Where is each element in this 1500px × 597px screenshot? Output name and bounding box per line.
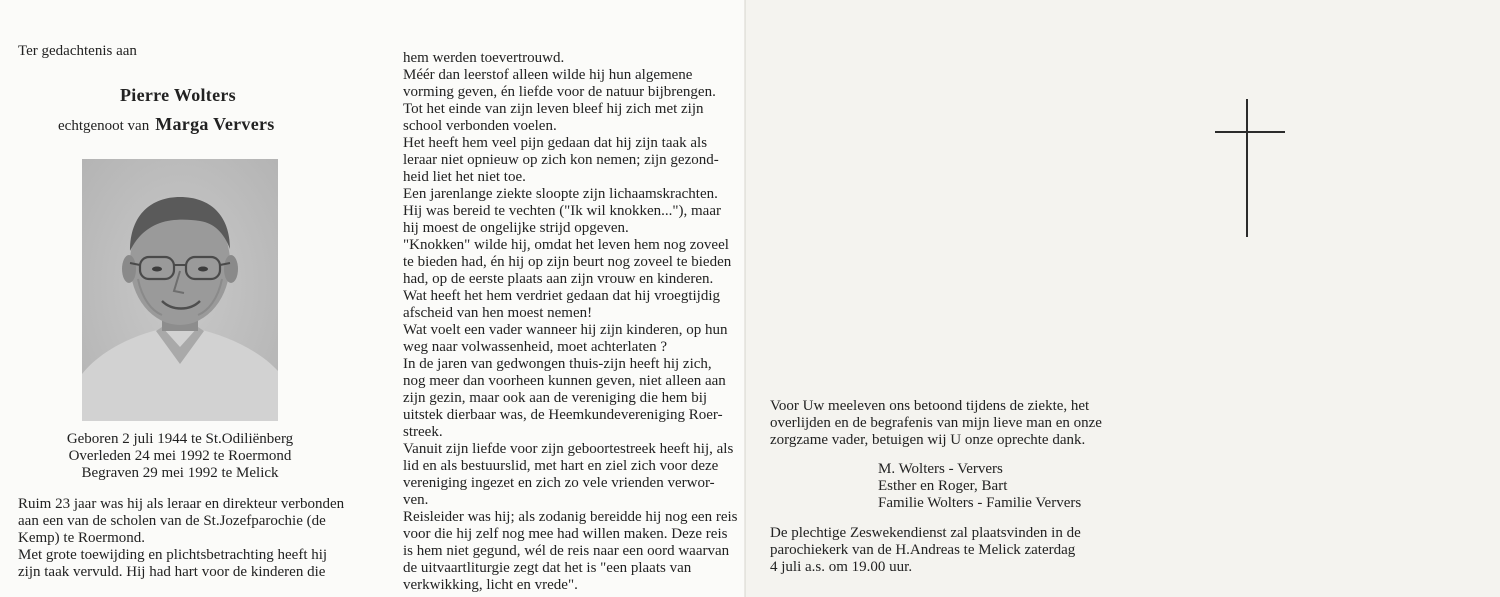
text-line: voor die hij zelf nog mee had willen maken. Deze reis <box>403 526 728 542</box>
burial-date: Begraven 29 mei 1992 te Melick <box>81 465 279 481</box>
text-line: zorgzame vader, betuigen wij U onze oprechte dank. <box>770 432 1086 448</box>
text-line: hem werden toevertrouwd. <box>403 50 565 66</box>
cross-horizontal-bar <box>1215 131 1285 133</box>
text-line: zijn taak vervuld. Hij had hart voor de kinderen die <box>18 564 326 580</box>
text-line: verkwikking, licht en vrede". <box>403 577 578 593</box>
deceased-name: Pierre Wolters <box>120 85 236 105</box>
text-line: leraar niet opnieuw op zich kon nemen; zijn gezond- <box>403 152 719 168</box>
thanks-paragraph <box>770 398 1102 449</box>
text-line: lid en als bestuurslid, met hart en ziel zich voor deze <box>403 458 719 474</box>
text-line: uitstek dierbaar was, de Heemkundevereniging Roer- <box>403 407 723 423</box>
text-line: aan een van de scholen van de St.Jozefparochie (de <box>18 513 326 529</box>
birth-date: Geboren 2 juli 1944 te St.Odiliënberg <box>66 431 294 447</box>
text-line: Reisleider was hij; als zodanig bereidde hij nog een reis <box>403 509 738 525</box>
death-date: Overleden 24 mei 1992 te Roermond <box>68 448 292 464</box>
text-line: hij moest de ongelijke strijd opgeven. <box>403 220 629 236</box>
text-line: Met grote toewijding en plichtsbetrachting heeft hij <box>18 547 328 563</box>
signer: M. Wolters - Ververs <box>878 461 1003 477</box>
text-line: In de jaren van gedwongen thuis-zijn heeft hij zich, <box>403 356 712 372</box>
text-line: nog meer dan voorheen kunnen geven, niet alleen aan <box>403 373 726 389</box>
text-line: Vanuit zijn liefde voor zijn geboortestreek heeft hij, als <box>403 441 734 457</box>
life-dates <box>40 431 320 482</box>
text-line: streek. <box>403 424 443 440</box>
text-line: Méér dan leerstof alleen wilde hij hun algemene <box>403 67 693 83</box>
cross-vertical-bar <box>1246 99 1248 237</box>
text-line: afscheid van hen moest nemen! <box>403 305 593 321</box>
right-panel <box>745 0 1500 597</box>
text-line: overlijden en de begrafenis van mijn lieve man en onze <box>770 415 1102 431</box>
biography-column-2 <box>403 50 737 594</box>
text-line: Ruim 23 jaar was hij als leraar en direkteur verbonden <box>18 496 345 512</box>
card-fold <box>744 0 746 597</box>
text-line: Voor Uw meeleven ons betoond tijdens de ziekte, het <box>770 398 1090 414</box>
spouse-line <box>58 114 275 135</box>
text-line: parochiekerk van de H.Andreas te Melick zaterdag <box>770 542 1076 558</box>
text-line: ven. <box>403 492 429 508</box>
spouse-prefix: echtgenoot van <box>58 118 150 134</box>
text-line: 4 juli a.s. om 19.00 uur. <box>770 559 913 575</box>
family-signers <box>878 461 1081 512</box>
text-line: zijn gezin, maar ook aan de vereniging die hem bij <box>403 390 708 406</box>
portrait-photo <box>82 159 278 421</box>
text-line: de uitvaartliturgie zegt dat het is "een plaats van <box>403 560 692 576</box>
signer: Esther en Roger, Bart <box>878 478 1008 494</box>
intro-text: Ter gedachtenis aan <box>18 43 137 59</box>
service-announcement <box>770 525 1081 576</box>
text-line: is hem niet gegund, wél de reis naar een oord waarvan <box>403 543 730 559</box>
text-line: Wat heeft het hem verdriet gedaan dat hij vroegtijdig <box>403 288 721 304</box>
text-line: Tot het einde van zijn leven bleef hij zich met zijn <box>403 101 704 117</box>
spouse-name: Marga Ververs <box>155 114 275 134</box>
text-line: Een jarenlange ziekte sloopte zijn lichaamskrachten. <box>403 186 718 202</box>
cross-icon <box>1215 99 1285 237</box>
text-line: De plechtige Zeswekendienst zal plaatsvinden in de <box>770 525 1081 541</box>
text-line: weg naar volwassenheid, moet achterlaten ? <box>403 339 668 355</box>
text-line: Hij was bereid te vechten ("Ik wil knokken..."), maar <box>403 203 721 219</box>
text-line: vereniging ingezet en zich zo vele vrienden verwor- <box>403 475 715 491</box>
text-line: had, op de eerste plaats aan zijn vrouw en kinderen. <box>403 271 714 287</box>
text-line: vorming geven, én liefde voor de natuur bijbrengen. <box>403 84 716 100</box>
text-line: "Knokken" wilde hij, omdat het leven hem nog zoveel <box>403 237 729 253</box>
text-line: heid liet het niet toe. <box>403 169 526 185</box>
text-line: Kemp) te Roermond. <box>18 530 146 546</box>
text-line: school verbonden voelen. <box>403 118 557 134</box>
text-line: Wat voelt een vader wanneer hij zijn kinderen, op hun <box>403 322 728 338</box>
text-line: te bieden had, én hij op zijn beurt nog zoveel te bieden <box>403 254 732 270</box>
text-line: Het heeft hem veel pijn gedaan dat hij zijn taak als <box>403 135 708 151</box>
biography-column-1 <box>18 496 344 581</box>
signer: Familie Wolters - Familie Ververs <box>878 495 1082 511</box>
